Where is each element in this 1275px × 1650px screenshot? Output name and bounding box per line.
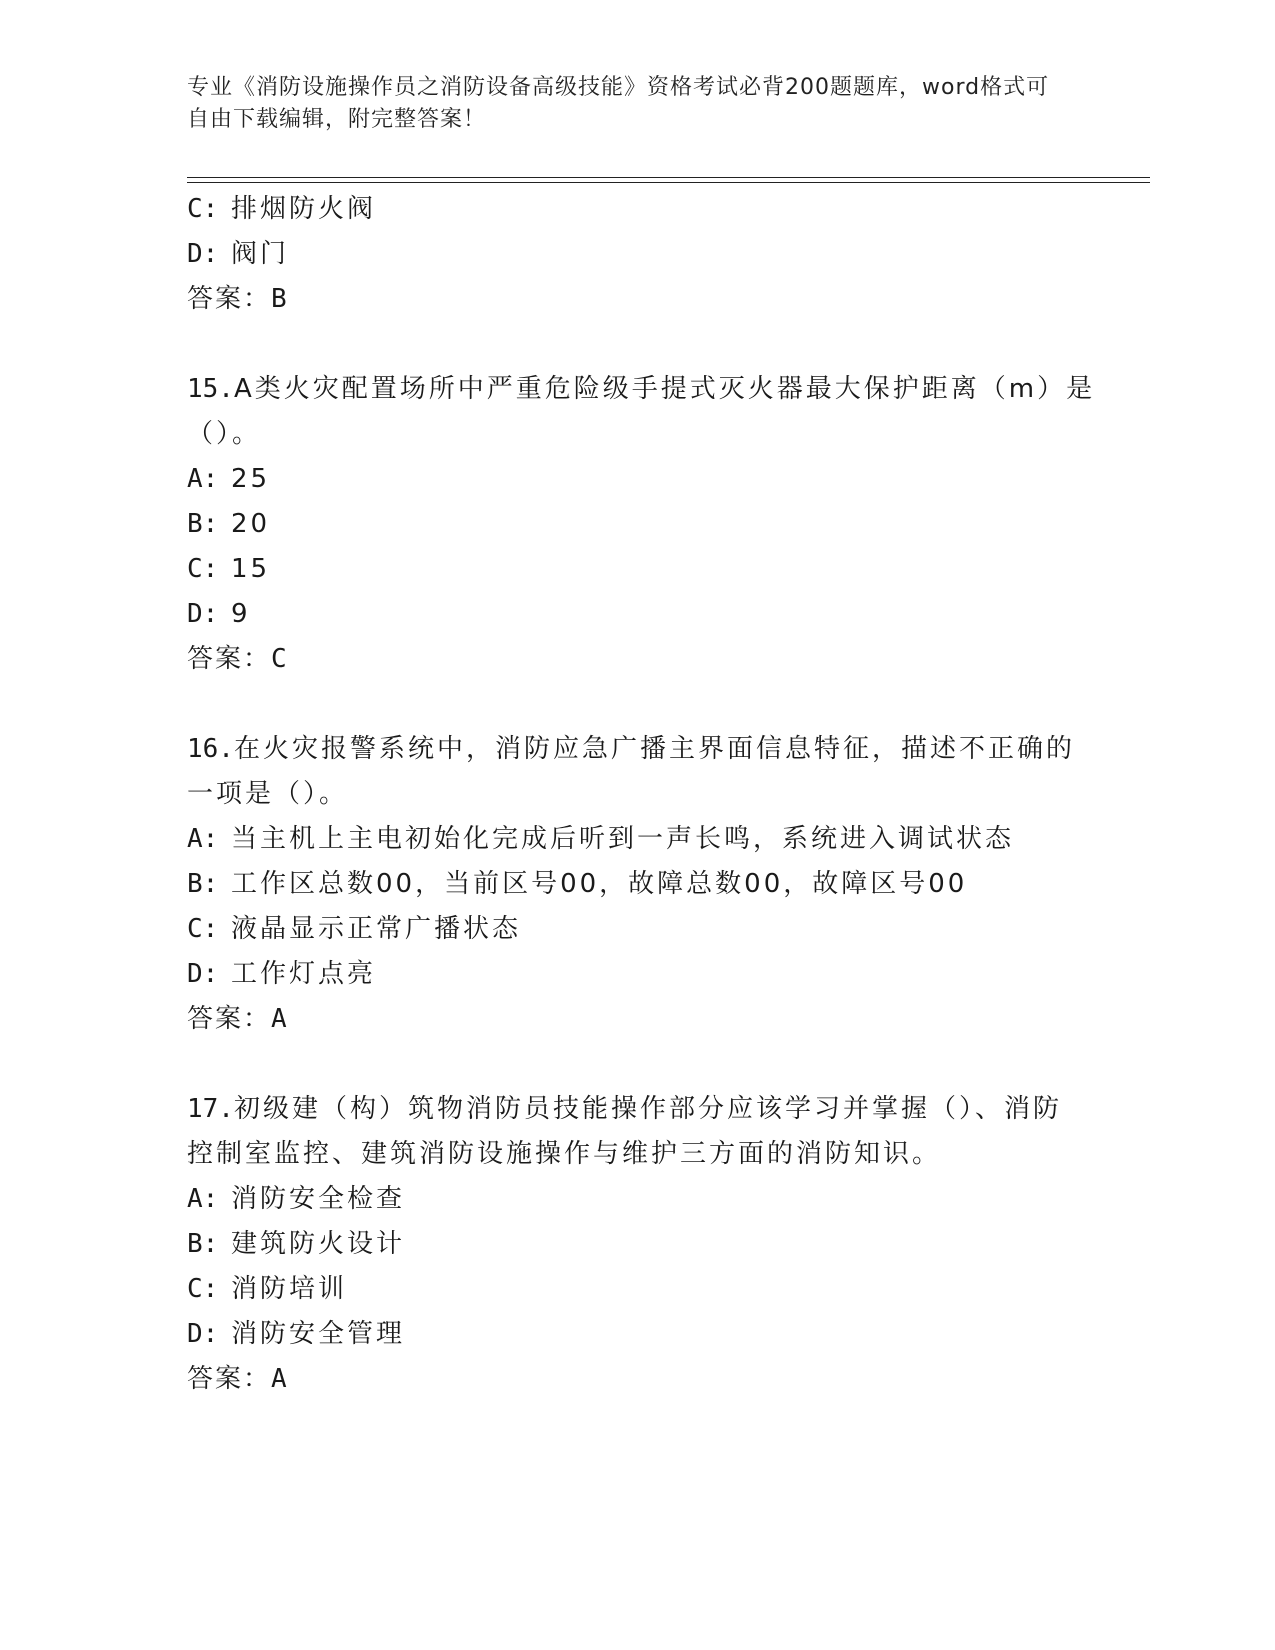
option-a <box>187 1179 405 1219</box>
question-stem-line2: （）。 <box>187 419 262 449</box>
answer-line <box>187 999 287 1039</box>
option-text: 建筑防火设计 <box>231 1229 406 1259</box>
option-a <box>187 819 1014 859</box>
option-letter: B: <box>187 1229 219 1259</box>
option-text: 工作区总数00，当前区号00，故障总数00，故障区号00 <box>231 869 968 899</box>
answer-label: 答案： <box>187 644 272 674</box>
option-letter: D: <box>187 1319 219 1349</box>
document-header: 专业《消防设施操作员之消防设备高级技能》资格考试必背200题题库，word格式可自由下载编辑，附完整答案！ <box>187 75 1050 132</box>
option-letter: D: <box>187 239 219 269</box>
option-c <box>187 909 521 949</box>
option-d <box>187 1314 405 1354</box>
question-number: 16. <box>187 734 234 764</box>
option-letter: A: <box>187 824 219 854</box>
option-letter: C: <box>187 554 219 584</box>
option-text: 9 <box>231 599 251 629</box>
option-text: 20 <box>231 509 271 539</box>
option-d <box>187 594 251 634</box>
question-stem-line1: 在火灾报警系统中，消防应急广播主界面信息特征，描述不正确的 <box>233 734 1075 764</box>
option-text: 消防安全检查 <box>231 1184 406 1214</box>
option-letter: A: <box>187 464 219 494</box>
answer-line <box>187 1359 287 1399</box>
option-text: 排烟防火阀 <box>231 194 377 224</box>
header-divider-top <box>187 177 1150 178</box>
answer-label: 答案： <box>187 284 272 314</box>
option-letter: D: <box>187 599 219 629</box>
answer-value: A <box>271 1004 287 1034</box>
answer-value: A <box>271 1364 287 1394</box>
option-d <box>187 954 376 994</box>
option-text: 15 <box>231 554 271 584</box>
option-c <box>187 549 270 589</box>
option-c <box>187 1269 347 1309</box>
question-stem-line1: A类火灾配置场所中严重危险级手提式灭火器最大保护距离（m）是 <box>233 374 1096 404</box>
question-stem <box>187 369 1095 409</box>
option-letter: A: <box>187 1184 219 1214</box>
question-number: 17. <box>187 1094 234 1124</box>
question-number: 15. <box>187 374 234 404</box>
option-b <box>187 504 270 544</box>
option-text: 当主机上主电初始化完成后听到一声长鸣，系统进入调试状态 <box>231 824 1015 854</box>
option-text: 阀门 <box>231 239 290 269</box>
answer-value: B <box>271 284 287 314</box>
answer-value: C <box>271 644 287 674</box>
option-letter: C: <box>187 1274 219 1304</box>
option-c <box>187 189 376 229</box>
option-text: 25 <box>231 464 271 494</box>
question-stem-cont <box>187 414 261 454</box>
answer-line <box>187 639 287 679</box>
option-b <box>187 864 967 904</box>
option-letter: C: <box>187 914 219 944</box>
answer-label: 答案： <box>187 1004 272 1034</box>
option-text: 消防安全管理 <box>231 1319 406 1349</box>
option-text: 液晶显示正常广播状态 <box>231 914 522 944</box>
option-letter: B: <box>187 509 219 539</box>
option-text: 消防培训 <box>231 1274 348 1304</box>
option-letter: B: <box>187 869 219 899</box>
question-stem-line2: 一项是（）。 <box>187 779 349 809</box>
question-stem-cont <box>187 774 348 814</box>
option-d <box>187 234 289 274</box>
question-stem <box>187 729 1075 769</box>
option-letter: D: <box>187 959 219 989</box>
question-stem <box>187 1089 1062 1129</box>
question-stem-cont <box>187 1134 941 1174</box>
option-letter: C: <box>187 194 219 224</box>
header-divider-bottom <box>187 182 1150 183</box>
option-text: 工作灯点亮 <box>231 959 377 989</box>
question-stem-line1: 初级建（构）筑物消防员技能操作部分应该学习并掌握（）、消防 <box>233 1094 1062 1124</box>
option-b <box>187 1224 405 1264</box>
answer-line <box>187 279 287 319</box>
answer-label: 答案： <box>187 1364 272 1394</box>
option-a <box>187 459 270 499</box>
question-stem-line2: 控制室监控、建筑消防设施操作与维护三方面的消防知识。 <box>187 1139 942 1169</box>
